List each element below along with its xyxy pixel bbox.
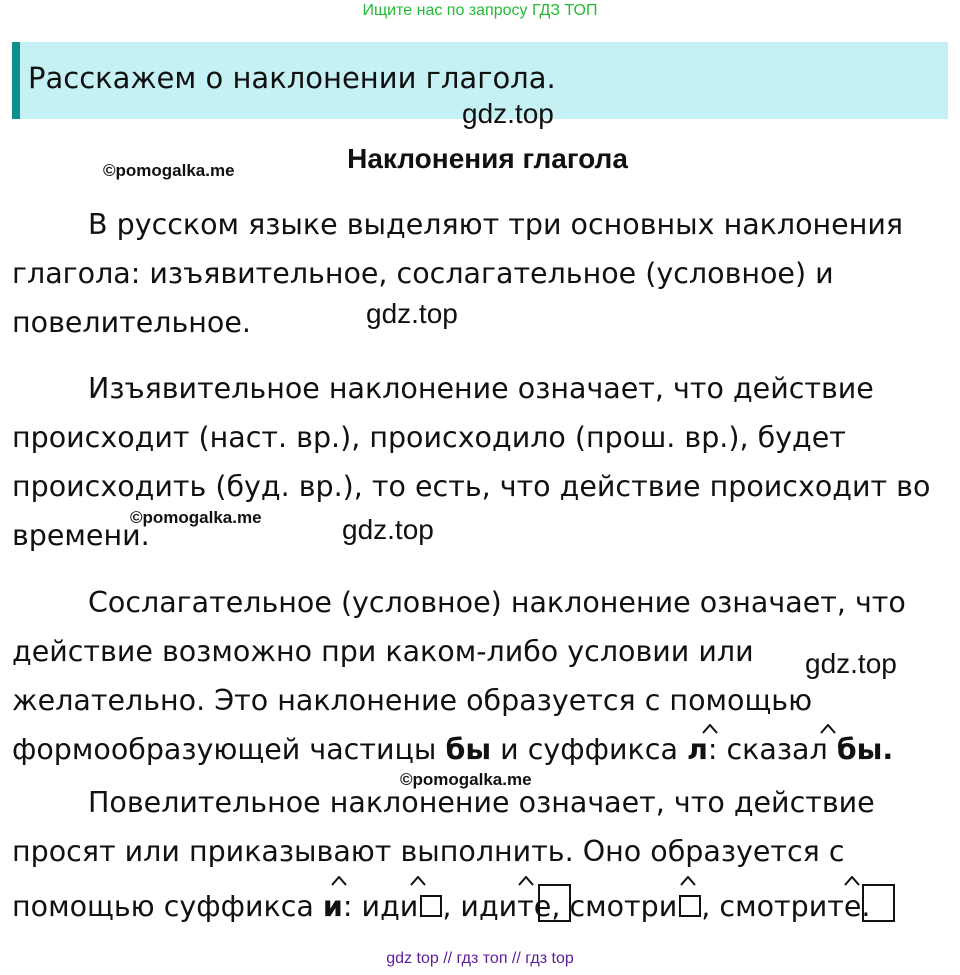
suffix-mark-icon bbox=[331, 876, 347, 884]
watermark-gdz: gdz.top bbox=[342, 514, 434, 545]
particle-by: бы bbox=[445, 733, 492, 766]
section-heading: Наклонения глагола bbox=[347, 143, 628, 174]
p3-text: : сказал bbox=[707, 733, 837, 766]
header-title: Расскажем о наклонении глагола. bbox=[28, 61, 556, 95]
watermark-pomogalka: ©pomogalka.me bbox=[130, 508, 262, 527]
p4-text: , идите bbox=[442, 890, 552, 923]
suffix-mark-icon bbox=[820, 724, 836, 732]
p3-line-1: Сослагательное (условное) наклонение означает, что bbox=[88, 586, 906, 619]
footer: gdz top // гдз топ // гдз top bbox=[386, 950, 574, 967]
watermark-pomogalka: ©pomogalka.me bbox=[103, 161, 235, 180]
p3-text: формообразующей частицы bbox=[12, 733, 446, 766]
suffix-mark-icon bbox=[702, 724, 718, 732]
suffix-l: л bbox=[686, 733, 708, 766]
suffix-mark-icon bbox=[680, 876, 696, 884]
watermark-gdz: gdz.top bbox=[462, 98, 554, 129]
suffix-mark-icon bbox=[844, 876, 860, 884]
watermark-pomogalka: ©pomogalka.me bbox=[400, 770, 532, 789]
suffix-mark-icon bbox=[410, 876, 426, 884]
p4-text: помощью суффикса bbox=[12, 890, 323, 923]
p1-line-3: повелительное. bbox=[12, 306, 251, 339]
p2-line-2: происходит (наст. вр.), происходило (прош. вр.), будет bbox=[12, 421, 846, 454]
p2-line-3: происходить (буд. вр.), то есть, что действие происходит во bbox=[12, 470, 931, 503]
p3-line-4 bbox=[12, 733, 893, 766]
suffix-mark-icon bbox=[518, 876, 534, 884]
p4-line-3 bbox=[12, 890, 870, 923]
p1-line-2: глагола: изъявительное, сослагательное (условное) и bbox=[12, 257, 834, 290]
example-by: бы. bbox=[836, 733, 894, 766]
suffix-i: и bbox=[322, 890, 343, 923]
p4-text: , смотри bbox=[551, 890, 678, 923]
p2-line-1: Изъявительное наклонение означает, что действие bbox=[88, 372, 874, 405]
watermark-gdz: gdz.top bbox=[366, 298, 458, 329]
p4-text: , смотрите bbox=[701, 890, 862, 923]
p4-text: . bbox=[861, 890, 871, 923]
p4-line-1: Повелительное наклонение означает, что действие bbox=[88, 786, 875, 819]
p3-text: и суффикса bbox=[491, 733, 687, 766]
p4-text: : иди bbox=[342, 890, 419, 923]
p2-line-4: времени. bbox=[12, 519, 150, 552]
zero-ending-icon bbox=[679, 895, 701, 917]
ending-frame-icon bbox=[862, 884, 895, 922]
p1-line-1: В русском языке выделяют три основных наклонения bbox=[88, 208, 904, 241]
top-banner: Ищите нас по запросу ГДЗ ТОП bbox=[362, 2, 598, 19]
watermark-gdz: gdz.top bbox=[805, 648, 897, 679]
p3-line-2: действие возможно при каком-либо условии или bbox=[12, 635, 754, 668]
ending-frame-icon bbox=[538, 884, 571, 922]
p3-line-3: желательно. Это наклонение образуется с помощью bbox=[12, 684, 813, 717]
zero-ending-icon bbox=[420, 895, 442, 917]
p4-line-2: просят или приказывают выполнить. Оно образуется с bbox=[12, 835, 845, 868]
